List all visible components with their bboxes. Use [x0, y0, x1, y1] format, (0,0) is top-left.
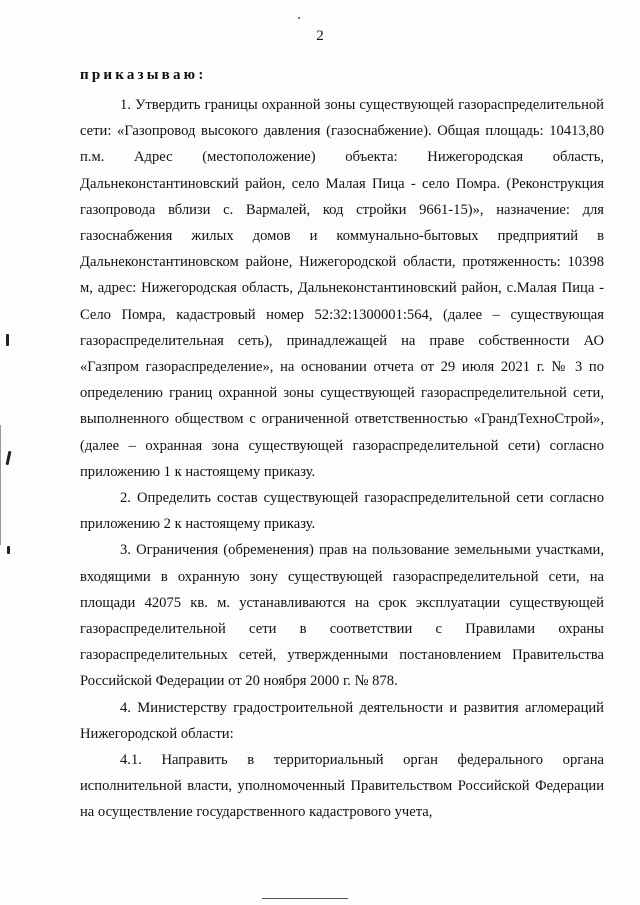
- scan-mark: [7, 546, 10, 554]
- scan-edge-line: [0, 425, 1, 545]
- scan-speck: [298, 17, 300, 19]
- paragraph-1: 1. Утвердить границы охранной зоны существующей газораспределительной сети: «Газопровод высокого давления (газоснабжение). Общая площадь: 10413,80 п.м. Адрес (местоположение) объекта: Нижегородская область, Дальнеконстантиновский район, село Малая Пица - село Помра. (Реконструкция газопровода вблизи с. Вармалей, код стройки 9661-15)», назначение: для газоснабжения жилых домов и коммунально-бытовых предприятий в Дальнеконстантиновском районе, Нижегородской области, протяженность: 10398 м, адрес: Нижегородская область, Дальнеконстантиновский район, с.Малая Пица - Село Помра, кадастровый номер 52:32:1300001:564, (далее – существующая газораспределительная сеть), принадлежащей на праве собственности АО «Газпром газораспределение», на основании отчета от 29 июля 2021 г. № 3 по определению границ охранной зоны существующей газораспределительной сети, выполненного обществом с ограниченной ответственностью «ГрандТехноСтрой», (далее – охранная зона существующей газораспределительной сети) согласно приложению 1 к настоящему приказу.: [80, 97, 604, 480]
- paragraph-3: 3. Ограничения (обременения) прав на пользование земельными участками, входящими в охранную зону существующей газораспределительной сети, на площади 42075 кв. м. устанавливаются на срок эксплуатации существующей газораспределительной сети в соответствии с Правилами охраны газораспределительных сетей, утвержденными постановлением Правительства Российской Федерации от 20 ноября 2000 г. № 878.: [80, 542, 604, 690]
- order-heading: приказываю:: [80, 67, 207, 83]
- scan-mark: [6, 334, 9, 346]
- scan-mark: [6, 451, 12, 465]
- paragraph-4-1: 4.1. Направить в территориальный орган федерального органа исполнительной власти, уполномоченный Правительством Российской Федерации на осуществление государственного кадастрового учета,: [80, 752, 604, 821]
- page-number: 2: [316, 28, 324, 44]
- document-body: [80, 92, 604, 826]
- paragraph-4: 4. Министерству градостроительной деятельности и развития агломераций Нижегородской области:: [80, 699, 604, 742]
- footer-rule: [262, 898, 348, 899]
- paragraph-2: 2. Определить состав существующей газораспределительной сети согласно приложению 2 к настоящему приказу.: [80, 490, 604, 533]
